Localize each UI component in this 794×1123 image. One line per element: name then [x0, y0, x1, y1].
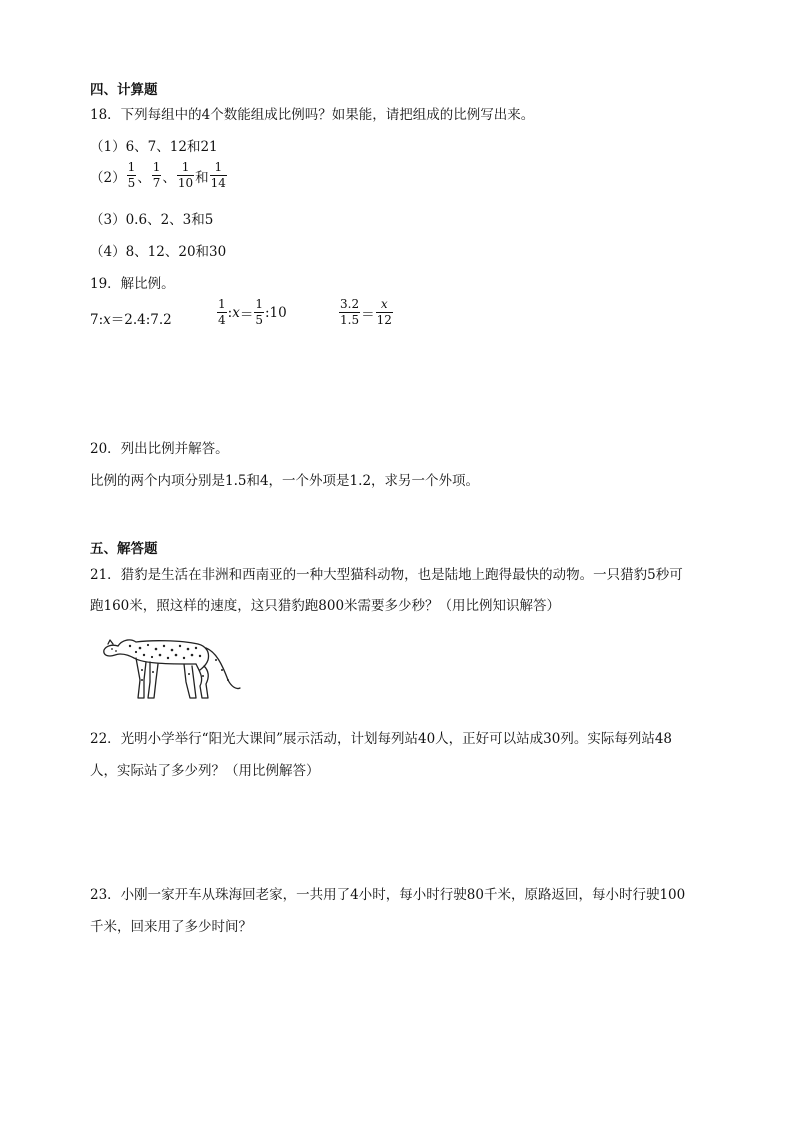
q21-line-1: 21．猎豹是生活在非洲和西南亚的一种大型猫科动物，也是陆地上跑得最快的动物。一只猎豹5秒可: [90, 567, 683, 583]
separator: 、: [162, 169, 176, 186]
fraction-1-7: $\frac{1}{7}$: [152, 160, 161, 190]
eq3-fraction-right: $\frac{x}{12}$: [376, 297, 392, 327]
q18-item-4: [90, 240, 226, 260]
q18-item-3: [90, 208, 213, 228]
eq2-fraction-right: $\frac{1}{5}$: [255, 297, 263, 327]
q22-line-1: 22．光明小学举行“阳光大课间”展示活动，计划每列站40人，正好可以站成30列。实际每列站48: [90, 731, 673, 747]
q18-stem: 18．下列每组中的4个数能组成比例吗？如果能，请把组成的比例写出来。: [90, 107, 535, 123]
separator: 、: [137, 169, 151, 186]
q19-stem: 19．解比例。: [90, 276, 175, 292]
fraction-1-5: $\frac{1}{5}$: [127, 160, 136, 190]
eq1-variable: x: [103, 312, 111, 328]
eq2-variable: x: [232, 304, 240, 321]
q22-line-2: 人，实际站了多少列？（用比例解答）: [90, 763, 320, 779]
q19-equation-2: [216, 298, 287, 327]
q23-line-2: 千米，回来用了多少时间？: [90, 919, 252, 935]
q19-equation-3: [338, 298, 394, 327]
q19-equation-1: [90, 308, 172, 328]
eq2-colon: :: [227, 304, 233, 321]
section-4-title: 四、计算题: [90, 82, 158, 98]
eq3-fraction-left: $\frac{3.2}{1.5}$: [340, 297, 360, 327]
q18-item-3-text: 0.6、2、3和5: [125, 212, 214, 228]
q18-item-4-text: 8、12、20和30: [125, 244, 227, 260]
eq1-right: ＝2.4:7.2: [110, 312, 172, 328]
q18-item-1-label: （1）: [90, 139, 126, 155]
q18-item-1: [90, 135, 218, 155]
cheetah-image: [100, 624, 245, 704]
q18-item-2-label: （2）: [90, 169, 126, 186]
q18-item-3-label: （3）: [90, 212, 126, 228]
fraction-1-14: $\frac{1}{14}$: [210, 160, 226, 190]
eq3-equals: ＝: [361, 306, 375, 323]
separator: 和: [195, 169, 209, 186]
fraction-1-10: $\frac{1}{10}$: [177, 160, 194, 190]
eq2-fraction-left: $\frac{1}{4}$: [218, 297, 226, 327]
q20-stem: 20．列出比例并解答。: [90, 441, 229, 457]
eq2-tail: :10: [264, 304, 287, 321]
eq2-equals: ＝: [239, 306, 254, 323]
q21-line-2: 跑160米，照这样的速度，这只猎豹跑800米需要多少秒？（用比例知识解答）: [90, 598, 561, 614]
eq1-left: 7:: [90, 312, 104, 328]
section-5-title: 五、解答题: [90, 541, 158, 557]
q18-item-4-label: （4）: [90, 244, 126, 260]
q18-item-2: [90, 161, 228, 190]
q23-line-1: 23．小刚一家开车从珠海回老家，一共用了4小时，每小时行驶80千米，原路返回，每小时行驶100: [90, 887, 686, 903]
q20-body: 比例的两个内项分别是1.5和4，一个外项是1.2，求另一个外项。: [90, 473, 480, 489]
q18-item-1-text: 6、7、12和21: [125, 139, 218, 155]
